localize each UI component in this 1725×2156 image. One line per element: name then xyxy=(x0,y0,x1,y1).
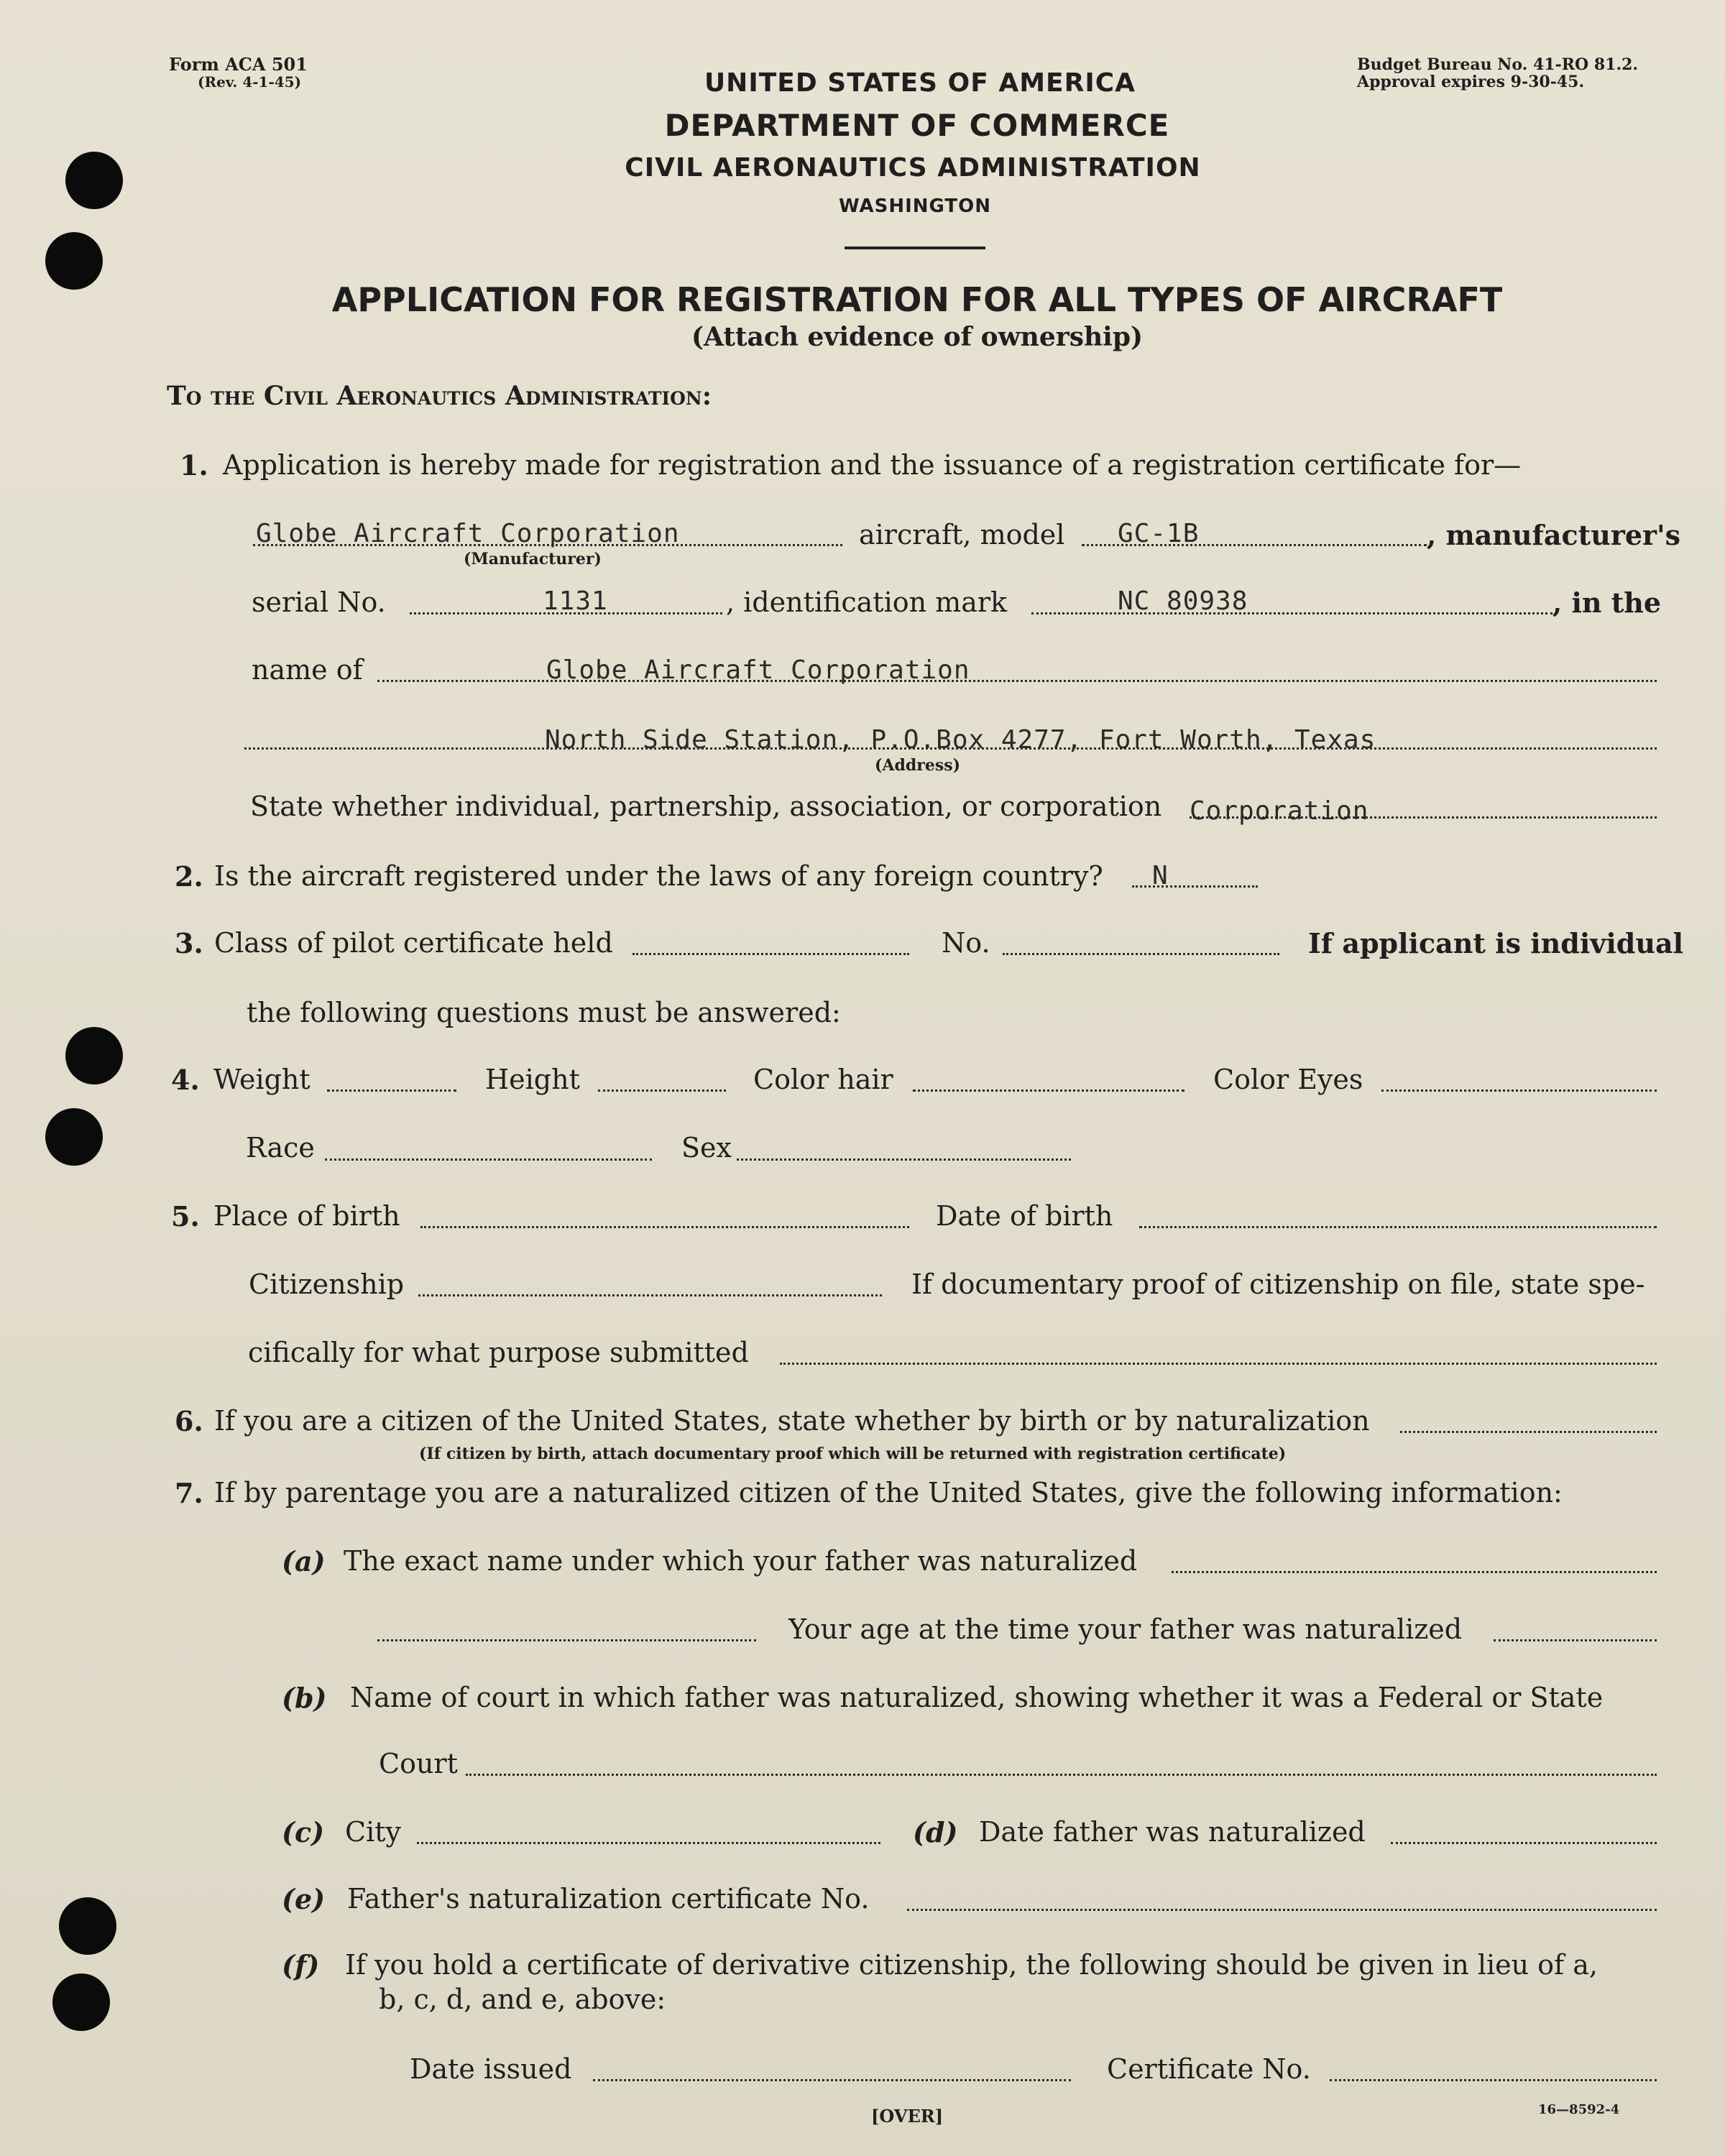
hair-color-label: Color hair xyxy=(753,1064,893,1095)
page-title: APPLICATION FOR REGISTRATION FOR ALL TYPES OF AIRCRAFT xyxy=(331,280,1503,319)
q1-number: 1. xyxy=(180,449,208,482)
page-subtitle: (Attach evidence of ownership) xyxy=(691,322,1144,352)
manufacturer-value: Globe Aircraft Corporation xyxy=(256,519,680,548)
q7f-text2: b, c, d, and e, above: xyxy=(379,1984,666,2015)
pilot-class-field[interactable] xyxy=(632,953,909,955)
q7b-court: Court xyxy=(379,1748,458,1779)
q6-note: (If citizen by birth, attach documentary proof which will be returned with registration certificate) xyxy=(419,1445,1287,1463)
eye-color-field[interactable] xyxy=(1381,1089,1657,1092)
height-field[interactable] xyxy=(598,1089,726,1092)
city-heading: WASHINGTON xyxy=(838,195,992,217)
sex-label: Sex xyxy=(681,1132,732,1164)
administration-heading: CIVIL AERONAUTICS ADMINISTRATION xyxy=(625,153,1201,183)
q7f-text: If you hold a certificate of derivative citizenship, the following should be given in lieu of a, xyxy=(345,1949,1598,1981)
father-certificate-field[interactable] xyxy=(907,1909,1657,1911)
country-heading: UNITED STATES OF AMERICA xyxy=(704,68,1136,98)
certificate-no-field[interactable] xyxy=(1330,2079,1657,2081)
sex-field[interactable] xyxy=(737,1158,1071,1161)
ident-mark-value: NC 80938 xyxy=(1118,586,1248,616)
manufacturer-caption: (Manufacturer) xyxy=(464,550,602,568)
q6-number: 6. xyxy=(175,1405,203,1437)
father-name-continuation-field[interactable] xyxy=(377,1639,756,1641)
city-field[interactable] xyxy=(417,1842,880,1844)
approval-expiry: Approval expires 9-30-45. xyxy=(1357,73,1585,91)
birthplace-label: Place of birth xyxy=(213,1200,400,1232)
q1-text: Application is hereby made for registration and the issuance of a registration certificate for— xyxy=(223,449,1522,481)
naturalization-date-field[interactable] xyxy=(1391,1842,1657,1844)
q2-text: Is the aircraft registered under the laws of any foreign country? xyxy=(214,860,1103,892)
in-the-label: , in the xyxy=(1552,586,1662,619)
date-issued-field[interactable] xyxy=(593,2079,1071,2081)
budget-bureau-number: Budget Bureau No. 41-RO 81.2. xyxy=(1357,55,1639,74)
certificate-no-label: Certificate No. xyxy=(1107,2053,1311,2085)
proof-field[interactable] xyxy=(780,1363,1657,1365)
birthdate-label: Date of birth xyxy=(936,1200,1113,1232)
court-field[interactable] xyxy=(466,1774,1657,1776)
birthplace-field[interactable] xyxy=(420,1226,909,1228)
q2-number: 2. xyxy=(175,860,203,893)
q7c-text: City xyxy=(345,1816,401,1848)
q7a-age: Your age at the time your father was naturalized xyxy=(788,1613,1463,1645)
q3-continuation: the following questions must be answered: xyxy=(247,997,841,1028)
q3-number: 3. xyxy=(175,927,203,959)
q7b-letter: (b) xyxy=(282,1682,327,1714)
q5-number: 5. xyxy=(171,1200,200,1233)
serial-value: 1131 xyxy=(543,586,608,616)
salutation: To the Civil Aeronautics Administration: xyxy=(167,381,712,411)
race-field[interactable] xyxy=(325,1158,652,1161)
binder-hole xyxy=(59,1897,116,1955)
binder-hole xyxy=(65,1027,123,1084)
hair-color-field[interactable] xyxy=(913,1089,1184,1092)
q3-text: Class of pilot certificate held xyxy=(214,927,613,959)
q7a-letter: (a) xyxy=(282,1545,326,1577)
print-code: 16—8592-4 xyxy=(1538,2102,1620,2117)
q7d-text: Date father was naturalized xyxy=(979,1816,1366,1848)
eye-color-label: Color Eyes xyxy=(1213,1064,1363,1095)
q7d-letter: (d) xyxy=(913,1816,958,1848)
q7c-letter: (c) xyxy=(282,1816,325,1848)
weight-field[interactable] xyxy=(327,1089,456,1092)
date-issued-label: Date issued xyxy=(410,2053,572,2085)
father-name-field[interactable] xyxy=(1172,1571,1657,1573)
binder-hole xyxy=(52,1973,110,2031)
naturalization-status-field[interactable] xyxy=(1400,1431,1657,1433)
q7a-text: The exact name under which your father was naturalized xyxy=(344,1545,1138,1577)
individual-label: If applicant is individual xyxy=(1308,927,1684,959)
q7f-letter: (f) xyxy=(282,1949,320,1981)
name-of-label: name of xyxy=(252,654,363,686)
citizenship-field[interactable] xyxy=(418,1294,882,1296)
q7b-text: Name of court in which father was naturalized, showing whether it was a Federal or State xyxy=(350,1682,1604,1713)
binder-hole xyxy=(45,1108,103,1166)
pilot-no-field[interactable] xyxy=(1003,953,1279,955)
address-value: North Side Station, P.O.Box 4277, Fort Worth, Texas xyxy=(545,725,1376,755)
form-number: Form ACA 501 xyxy=(169,54,308,75)
aircraft-model-label: aircraft, model xyxy=(859,519,1065,550)
department-heading: DEPARTMENT OF COMMERCE xyxy=(664,108,1170,143)
q7e-letter: (e) xyxy=(282,1883,326,1915)
header-rule xyxy=(845,247,985,249)
height-label: Height xyxy=(485,1064,580,1095)
age-at-naturalization-field[interactable] xyxy=(1494,1639,1657,1641)
owner-name-value: Globe Aircraft Corporation xyxy=(546,655,970,685)
q4-number: 4. xyxy=(171,1064,200,1096)
weight-label: Weight xyxy=(213,1064,310,1095)
q7e-text: Father's naturalization certificate No. xyxy=(347,1883,870,1915)
form-revision: (Rev. 4-1-45) xyxy=(198,73,302,91)
race-label: Race xyxy=(246,1132,315,1164)
pilot-no-label: No. xyxy=(942,927,990,959)
q7-text: If by parentage you are a naturalized citizen of the United States, give the following information: xyxy=(214,1477,1563,1508)
serial-label: serial No. xyxy=(252,586,386,618)
foreign-registration-value: N xyxy=(1152,861,1169,890)
entity-type-label: State whether individual, partnership, association, or corporation xyxy=(250,791,1162,822)
ident-mark-label: , identification mark xyxy=(726,586,1008,618)
q6-text: If you are a citizen of the United States, state whether by birth or by naturalization xyxy=(214,1405,1370,1437)
q7-number: 7. xyxy=(175,1477,203,1509)
birthdate-field[interactable] xyxy=(1139,1226,1657,1228)
foreign-registration-field[interactable] xyxy=(1132,885,1258,888)
citizenship-label: Citizenship xyxy=(249,1268,405,1300)
ident-mark-field[interactable] xyxy=(1031,612,1552,614)
manufacturers-label: , manufacturer's xyxy=(1427,519,1681,551)
entity-type-value: Corporation xyxy=(1190,796,1369,826)
proof-label: If documentary proof of citizenship on file, state spe- xyxy=(911,1268,1645,1300)
model-value: GC-1B xyxy=(1118,519,1200,548)
proof-continuation: cifically for what purpose submitted xyxy=(248,1337,749,1368)
address-caption: (Address) xyxy=(875,756,961,775)
over-marker: [OVER] xyxy=(871,2106,944,2127)
